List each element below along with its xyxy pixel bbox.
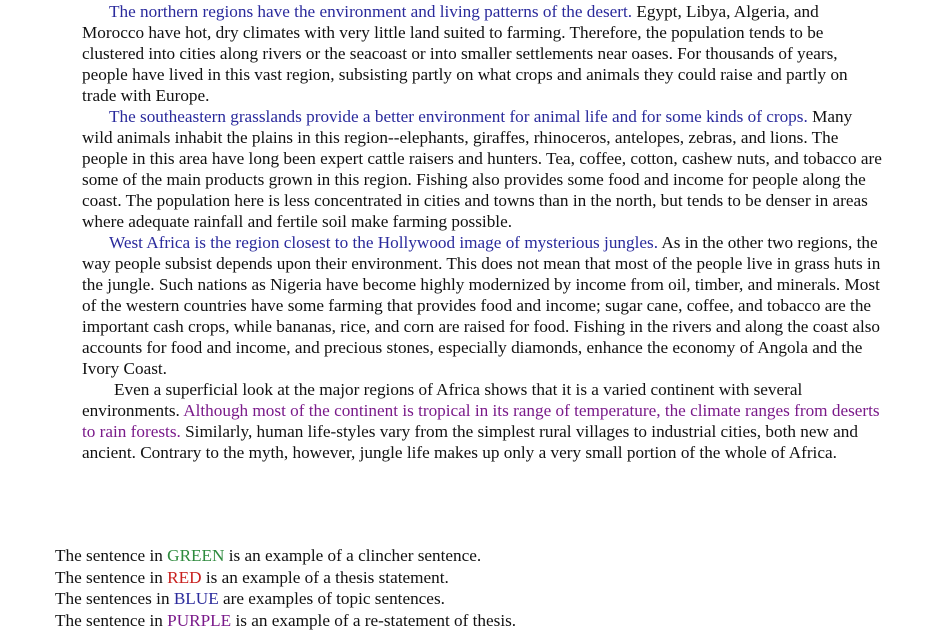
paragraph-southeast [82,106,882,232]
legend-text: The sentence in [55,568,167,587]
paragraph-lead: Even a superficial look at the major regions of Africa shows that it is a varied continent with several environments. [82,380,802,420]
legend-text: is an example of a thesis statement. [202,568,449,587]
legend-line-purple [55,610,915,631]
paragraph-north [82,1,882,106]
legend-text: are examples of topic sentences. [219,589,445,608]
thesis-restatement: Although most of the continent is tropical in its range of temperature, the climate ranges from deserts to rain forests. [82,401,880,441]
legend-color-word: PURPLE [167,611,231,630]
legend-color-word: GREEN [167,546,224,565]
legend-text: The sentence in [55,546,167,565]
legend-color-word: BLUE [174,589,219,608]
legend-line-green [55,545,915,567]
topic-sentence: The northern regions have the environment and living patterns of the desert. [109,2,632,21]
topic-sentence: West Africa is the region closest to the Hollywood image of mysterious jungles. [109,233,658,252]
paragraph-body: Many wild animals inhabit the plains in this region--elephants, giraffes, rhinoceros, antelopes, zebras, and lions. The people in this area have long been expert cattle raisers and hunters. Tea, coffee, cotton, cashew nuts, and tobacco are some of the main products grown in this region. Fishing also provides some food and income for people along the coast. The population here is less concentrated in cities and towns than in the north, but tends to be denser in areas where adequate rainfall and fertile soil make farming possible. [82,107,882,231]
paragraph-body: As in the other two regions, the way people subsist depends upon their environment. This does not mean that most of the people live in grass huts in the jungle. Such nations as Nigeria have become highly modernized by income from oil, timber, and minerals. Most of the western countries have some farming that provides food and income; sugar cane, coffee, and tobacco are the important cash crops, while bananas, rice, and corn are raised for food. Fishing in the rivers and along the coast also accounts for food and income, and precious stones, especially diamonds, enhance the economy of Angola and the Ivory Coast. [82,233,880,378]
essay-text [82,1,882,463]
color-legend [55,545,915,631]
paragraph-body: Egypt, Libya, Algeria, and Morocco have hot, dry climates with very little land suited to farming. Therefore, the population tends to be clustered into cities along rivers or the seacoast or into smaller settlements near oases. For thousands of years, people have lived in this vast region, subsisting partly on what crops and animals they could raise and partly on trade with Europe. [82,2,848,105]
legend-color-word: RED [167,568,201,587]
topic-sentence: The southeastern grasslands provide a better environment for animal life and for some kinds of crops. [109,107,808,126]
legend-text: The sentence in [55,611,167,630]
paragraph-conclusion [82,379,882,463]
legend-text: is an example of a re-statement of thesis. [231,611,516,630]
paragraph-west [82,232,882,379]
legend-line-blue [55,588,915,610]
legend-text: is an example of a clincher sentence. [224,546,481,565]
legend-text: The sentences in [55,589,174,608]
paragraph-body: Similarly, human life-styles vary from the simplest rural villages to industrial cities, both new and ancient. Contrary to the myth, however, jungle life makes up only a very small portion of the whole of Africa. [82,422,858,462]
legend-line-red [55,567,915,589]
